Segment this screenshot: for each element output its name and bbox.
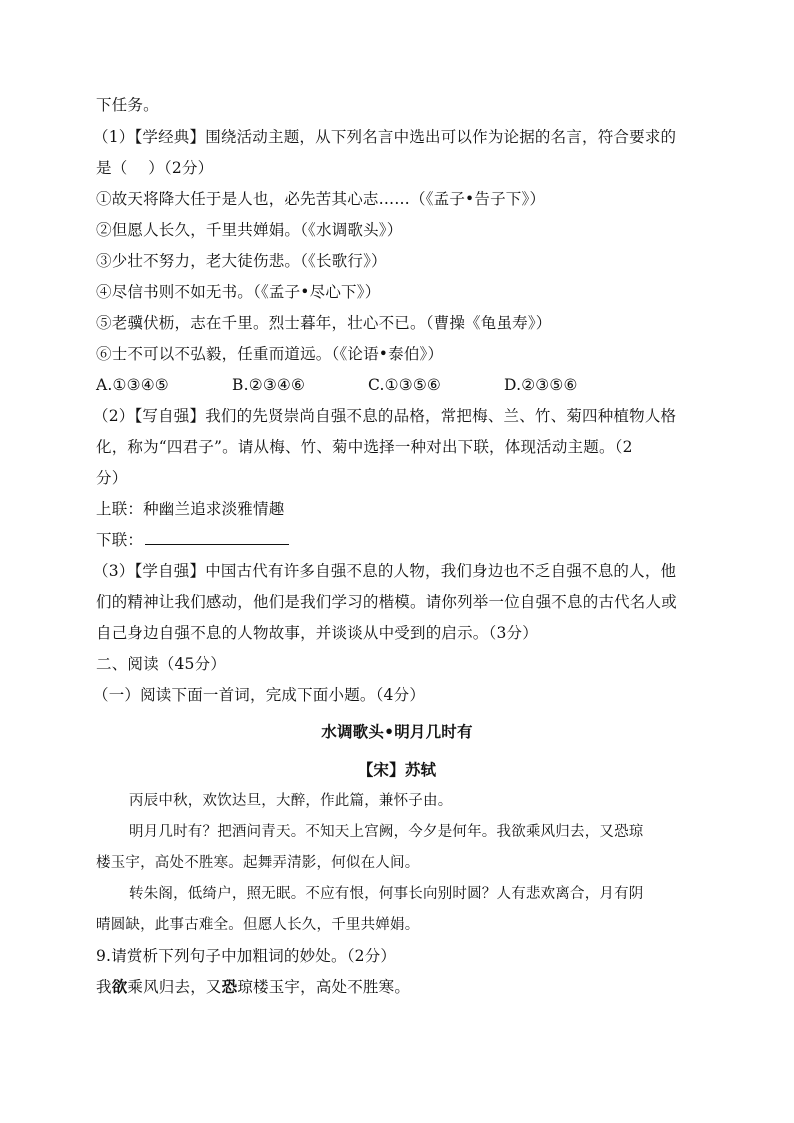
answer-options	[96, 375, 706, 395]
poem-preface: 丙辰中秋，欢饮达旦，大醉，作此篇，兼怀子由。	[129, 793, 453, 809]
poem-line: 明月几时有？把酒问青天。不知天上宫阙，今夕是何年。我欲乘风归去，又恐琼	[129, 824, 644, 840]
answer-blank[interactable]	[145, 530, 289, 545]
option-a: A.①③④⑤	[96, 376, 169, 394]
quote-2: ②但愿人长久，千里共婵娟。（《水调歌头》）	[96, 221, 403, 239]
text-line: 分）	[96, 469, 128, 487]
bold-word: 恐	[221, 977, 238, 996]
quote-5: ⑤老骥伏枥，志在千里。烈士暮年，壮心不已。（曹操《龟虽寿》）	[96, 314, 552, 332]
poem-author: 【宋】苏轼	[357, 760, 437, 779]
quote-4: ④尽信书则不如无书。（《孟子•尽心下》）	[96, 283, 381, 301]
question-1: （1）【学经典】围绕活动主题，从下列名言中选出可以作为论据的名言，符合要求的	[93, 128, 677, 146]
bold-word: 欲	[111, 977, 128, 996]
text-line: 下任务。	[96, 96, 159, 114]
sentence-text: 我	[96, 978, 112, 996]
sentence-text: 乘风归去，又	[127, 978, 222, 996]
option-c: C.①③⑤⑥	[368, 376, 442, 394]
section-heading: 二、阅读（45分）	[96, 655, 227, 673]
question-2: （2）【写自强】我们的先贤崇尚自强不息的品格，常把梅、兰、竹、菊四种植物人格	[93, 407, 677, 425]
option-d: D.②③⑤⑥	[504, 376, 578, 394]
text-line: 是（ ）（2分）	[96, 159, 214, 177]
text-line: 自己身边自强不息的人物故事，并谈谈从中受到的启示。（3分）	[96, 624, 538, 642]
text-line: 们的精神让我们感动，他们是我们学习的楷模。请你列举一位自强不息的古代名人或	[96, 593, 677, 611]
poem-title: 水调歌头•明月几时有	[321, 722, 473, 741]
poem-line: 转朱阁，低绮户，照无眠。不应有恨，何事长向别时圆？人有悲欢离合，月有阴	[129, 886, 644, 902]
quote-1: ①故天将降大任于是人也，必先苦其心志……（《孟子•告子下》）	[96, 190, 546, 208]
analysis-sentence	[96, 977, 706, 997]
lower-couplet-label: 下联：	[96, 531, 144, 549]
poem-line: 楼玉宇，高处不胜寒。起舞弄清影，何似在人间。	[96, 855, 420, 871]
upper-couplet: 上联：种幽兰追求淡雅情趣	[96, 500, 285, 518]
sentence-text: 琼楼玉宇，高处不胜寒。	[237, 978, 411, 996]
subsection-heading: （一）阅读下面一首词，完成下面小题。（4分）	[93, 686, 426, 704]
question-3: （3）【学自强】中国古代有许多自强不息的人物，我们身边也不乏自强不息的人，他	[93, 562, 677, 580]
question-9: 9.请赏析下列句子中加粗词的妙处。（2分）	[96, 947, 397, 965]
lower-couplet	[96, 530, 706, 550]
quote-3: ③少壮不努力，老大徒伤悲。（《长歌行》）	[96, 252, 387, 270]
option-b: B.②③④⑥	[232, 376, 306, 394]
poem-line: 晴圆缺，此事古难全。但愿人长久，千里共婵娟。	[96, 917, 420, 933]
text-line: 化，称为“四君子”。请从梅、竹、菊中选择一种对出下联，体现活动主题。（2	[96, 438, 633, 456]
quote-6: ⑥士不可以不弘毅，任重而道远。（《论语•泰伯》）	[96, 345, 444, 363]
